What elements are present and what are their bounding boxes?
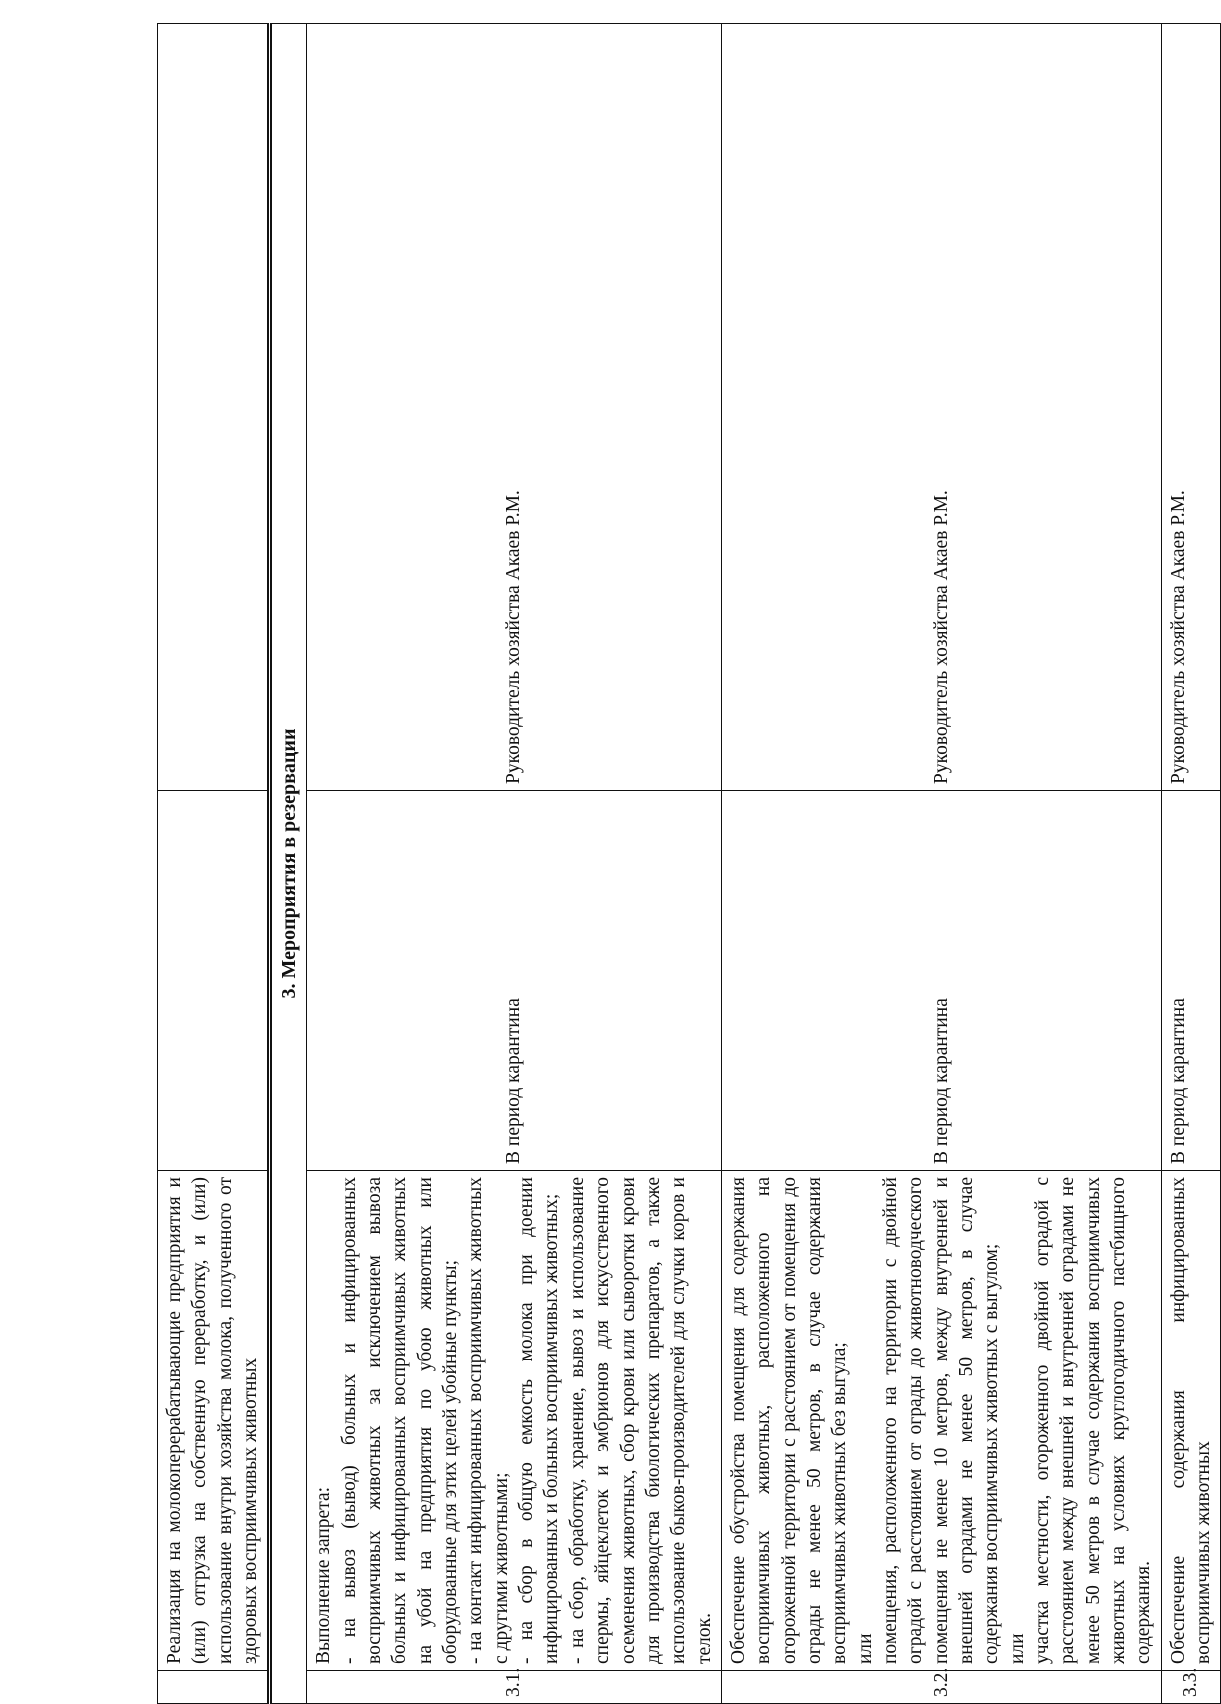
row-number: 3.2. [721, 1671, 1161, 1704]
measure-line: - на контакт инфицированных восприимчивых животных с другими животными; [465, 1177, 512, 1664]
period-cell [158, 791, 270, 1171]
period-cell: В период карантина [721, 791, 1161, 1171]
responsible-cell [158, 24, 270, 791]
responsible-cell: Руководитель хозяйства Акаев Р.М. [307, 24, 722, 791]
measure-line: или [1006, 1633, 1028, 1664]
rotated-page [157, 24, 1215, 1704]
measure-line: - на вывоз (вывод) больных и инфицированных восприимчивых животных за исключением вывоза больных и инфицированных восприимчивых животных на убой на предприятия по убою животных или оборудованные для этих целей убойные пункты; [338, 1177, 462, 1664]
measure-line: Обеспечение обустройства помещения для содержания восприимчивых животных, расположенного на огороженной территории с расстоянием от помещения до ограды не менее 50 метров, в случае содержания восприимчивых животных без выгула; [727, 1177, 851, 1664]
section-title: 3. Мероприятия в резервации [270, 24, 307, 1704]
measure-line: Выполнение запрета: [313, 1486, 335, 1664]
row-number: 3.1. [307, 1671, 722, 1704]
responsible-cell: Руководитель хозяйства Акаев Р.М. [1161, 24, 1221, 791]
measure-text [307, 1171, 722, 1671]
measure-text: Реализация на молокоперерабатывающие предприятия и (или) отгрузка на собственную переработку, и (или) использование внутри хозяйства молока, полученного от здоровых восприимчивых животных [158, 1171, 270, 1671]
row-number [158, 1671, 270, 1704]
responsible-cell: Руководитель хозяйства Акаев Р.М. [721, 24, 1161, 791]
measures-table [157, 23, 1221, 1704]
measure-line: или [854, 1633, 876, 1664]
period-cell: В период карантина [1161, 791, 1221, 1171]
table-row [158, 24, 270, 1704]
measure-line: - на сбор, обработку, хранение, вывоз и использование спермы, яйцеклеток и эмбрионов для искусственного осеменения животных, сбор крови или сыворотки крови для производства биологических препаратов, а также использование быков-производителей для случки коров и телок. [566, 1177, 715, 1664]
measure-line: участка местности, огороженного двойной оградой с расстоянием между внешней и внутренней оградами не менее 50 метров в случае содержания восприимчивых животных на условиях круглогодичного пастбищного содержания. [1032, 1177, 1155, 1664]
section-header-row [270, 24, 307, 1704]
measure-line: помещения, расположенного на территории с двойной оградой с расстоянием от ограды до животноводческого помещения не менее 10 метров, между внутренней и внешней оградами не менее 50 метров, в случае содержания восприимчивых животных с выгулом; [879, 1177, 1003, 1664]
row-number: 3.3. [1161, 1671, 1221, 1704]
table-row [307, 24, 722, 1704]
measure-text: Обеспечение содержания инфицированных восприимчивых животных [1161, 1171, 1221, 1671]
measure-text [721, 1171, 1161, 1671]
table-row [1161, 24, 1221, 1704]
measure-line: - на сбор в общую емкость молока при доении инфицированных и больных восприимчивых животных; [516, 1177, 563, 1664]
table-row [721, 24, 1161, 1704]
period-cell: В период карантина [307, 791, 722, 1171]
